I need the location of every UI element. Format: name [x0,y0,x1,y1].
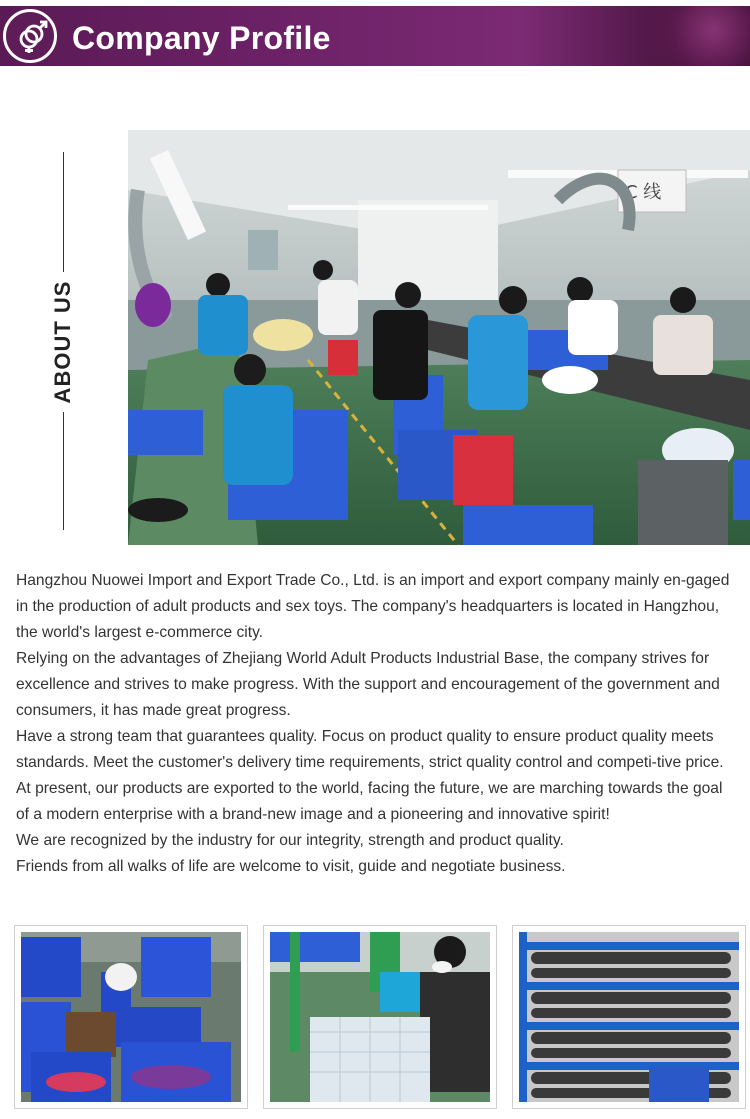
gender-symbol-icon [3,9,57,63]
paragraph-base: Relying on the advantages of Zhejiang World Adult Products Industrial Base, the company strives for excellence and strives to make progress. With the support and encouragement of the government and consumers, it has made great progress. [16,650,720,719]
paragraph-recognition: We are recognized by the industry for our integrity, strength and product quality. [16,832,564,849]
company-description [16,568,736,880]
banner-decoration [630,6,750,66]
page-title: Company Profile [72,20,331,56]
warehouse-crates-photo [14,925,248,1109]
storage-shelves-photo [512,925,746,1109]
worker-assembly-photo [263,925,497,1109]
paragraph-welcome: Friends from all walks of life are welcome to visit, guide and negotiate business. [16,858,566,875]
factory-photo [128,130,750,545]
paragraph-quality: Have a strong team that guarantees quality. Focus on product quality to ensure product quality meets standards. Meet the customer's delivery time requirements, strict quality control and competi-tive price. [16,728,724,771]
about-divider-bottom [63,412,64,530]
line-sign: C 线 [625,182,662,203]
paragraph-intro: Hangzhou Nuowei Import and Export Trade Co., Ltd. is an import and export company mainly en-gaged in the production of adult products and sex toys. The company's headquarters is located in Hangzhou, the world's largest e-commerce city. [16,572,730,641]
about-divider-top [63,152,64,272]
about-us-label: ABOUT US [50,280,75,404]
paragraph-future: At present, our products are exported to the world, facing the future, we are marching towards the goal of a modern enterprise with a brand-new image and a pioneering and innovative spirit! [16,780,723,823]
